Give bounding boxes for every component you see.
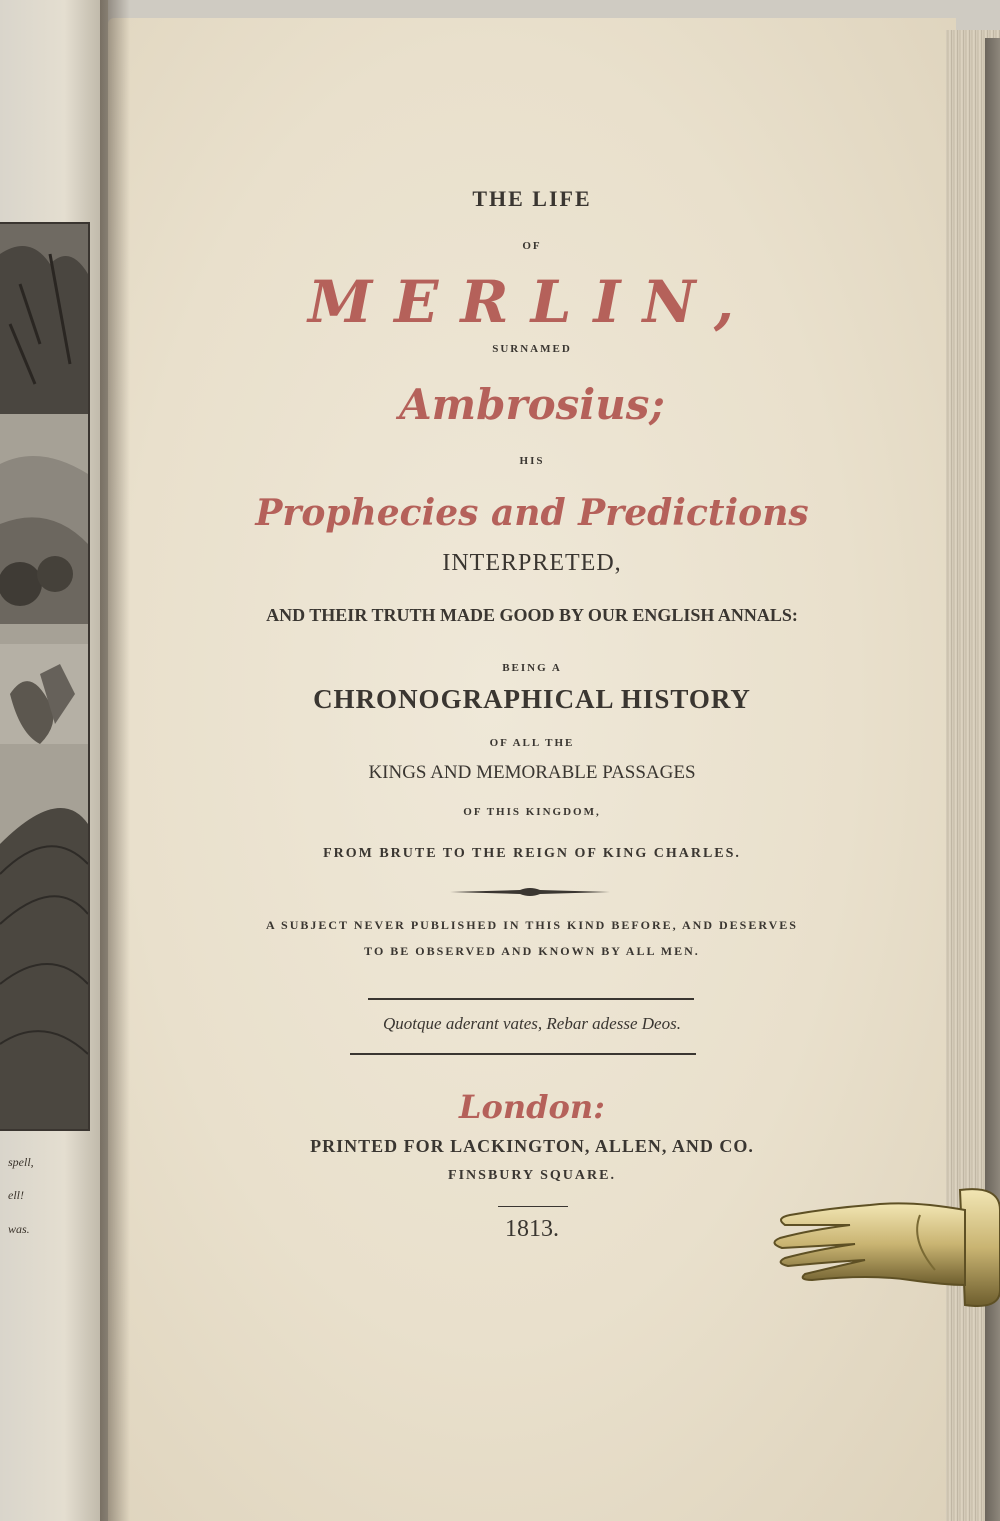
title-line-brute: FROM BRUTE TO THE REIGN OF KING CHARLES. xyxy=(323,846,741,861)
ornamental-rule xyxy=(450,884,610,900)
frontispiece-page xyxy=(0,0,108,1521)
imprint-printer: PRINTED FOR LACKINGTON, ALLEN, AND CO. xyxy=(310,1136,754,1156)
latin-motto: Quotque aderant vates, Rebar adesse Deos. xyxy=(383,1014,681,1033)
title-line-surnamed: SURNAMED xyxy=(492,343,572,355)
motto-rule-bottom xyxy=(350,1053,696,1055)
title-prophecies: Prophecies and Predictions xyxy=(255,492,809,534)
year-rule xyxy=(498,1206,568,1207)
title-line-kingdom: OF THIS KINGDOM, xyxy=(463,806,601,818)
motto-rule-top xyxy=(368,998,694,1000)
title-line-his: HIS xyxy=(519,455,545,467)
book-gutter xyxy=(100,0,130,1521)
caption-fragment: spell, xyxy=(8,1155,34,1169)
title-merlin: MERLIN, xyxy=(307,268,757,336)
imprint-address: FINSBURY SQUARE. xyxy=(448,1168,616,1183)
brass-hand-bookmark-icon xyxy=(760,1170,1000,1320)
title-annals: AND THEIR TRUTH MADE GOOD BY OUR ENGLISH ANNALS: xyxy=(266,605,798,625)
caption-fragment: was. xyxy=(8,1222,30,1236)
frontispiece-engraving xyxy=(0,222,90,1131)
title-line-being-a: BEING A xyxy=(502,662,562,674)
title-line-of: OF xyxy=(522,240,542,252)
title-line-the-life: THE LIFE xyxy=(472,186,592,211)
imprint-london: London: xyxy=(459,1088,605,1126)
caption-fragment: ell! xyxy=(8,1188,24,1202)
title-line-of-all-the: OF ALL THE xyxy=(489,737,575,749)
title-kings: KINGS AND MEMORABLE PASSAGES xyxy=(368,762,696,783)
subject-line-1: A SUBJECT NEVER PUBLISHED IN THIS KIND BEFORE, AND DESERVES xyxy=(266,918,798,932)
title-interpreted: INTERPRETED, xyxy=(442,550,622,576)
subject-line-2: TO BE OBSERVED AND KNOWN BY ALL MEN. xyxy=(364,944,700,958)
title-chronographical-history: CHRONOGRAPHICAL HISTORY xyxy=(313,684,751,714)
title-ambrosius: Ambrosius; xyxy=(399,380,665,429)
imprint-year: 1813. xyxy=(505,1216,559,1242)
